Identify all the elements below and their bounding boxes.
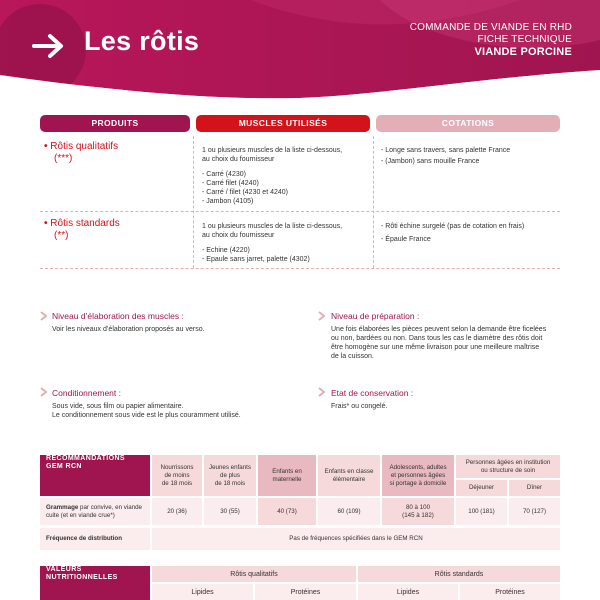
preparation-line: de la cuisson. — [331, 353, 374, 360]
header-line: Adolescents, adultes — [389, 463, 447, 471]
page-title: Les rôtis — [84, 26, 200, 56]
header-subtitle-block — [410, 22, 572, 58]
nutrition-subheader-proteines: Protéines — [255, 584, 356, 600]
column-header-cotations: COTATIONS — [376, 115, 560, 132]
chevron-right-icon — [40, 311, 48, 321]
rec-header-diner: Dîner — [509, 480, 560, 496]
grammage-value: 20 (36) — [152, 498, 202, 525]
recommendations-title — [40, 455, 150, 496]
rec-title-line: RECOMMANDATIONS — [46, 455, 125, 462]
cotation-item: - Épaule France — [381, 236, 431, 243]
grammage-ado-line: (145 à 182) — [402, 511, 434, 519]
cotation-item: - (Jambon) sans mouille France — [381, 158, 480, 165]
preparation-line: être homogène sur une même livraison pour une meilleure maîtrise — [331, 344, 540, 351]
nutrition-subheader-lipides: Lipides — [358, 584, 458, 600]
muscle-item: - Carré / filet (4230 et 4240) — [202, 189, 288, 196]
conservation-text: Frais* ou congelé. — [331, 403, 388, 410]
grammage-label-rest: par convive, en viande — [78, 503, 142, 511]
header-line: ou structure de soin — [480, 466, 536, 474]
product-stars: (**) — [54, 230, 69, 241]
column-divider — [193, 136, 194, 268]
column-header-produits: PRODUITS — [40, 115, 190, 132]
grammage-value-dejeuner: 100 (181) — [456, 498, 507, 525]
conditionnement-title: Conditionnement : — [52, 388, 121, 398]
chevron-right-icon — [318, 311, 326, 321]
rec-header-elementaire — [318, 455, 380, 496]
nutrition-group-qualitatifs: Rôtis qualitatifs — [152, 566, 356, 582]
muscles-list-qualitatifs — [202, 146, 342, 206]
nutrition-title-line: VALEURS — [46, 566, 82, 573]
rec-header-personnes-agees — [456, 455, 560, 478]
elaboration-text: Voir les niveaux d’élaboration proposés au verso. — [52, 326, 205, 333]
product-name-standards: • Rôtis standards (**) — [44, 218, 120, 241]
row-divider — [40, 268, 560, 269]
nutrition-title-line: NUTRITIONNELLES — [46, 574, 118, 581]
header-line-2: FICHE TECHNIQUE — [477, 34, 572, 45]
header-line: Jeunes enfants — [209, 463, 251, 471]
header-line: et personnes âgées — [390, 471, 446, 479]
product-label: Rôtis standards — [50, 218, 120, 229]
chevron-right-icon — [318, 387, 326, 397]
grammage-ado-line: 80 à 100 — [405, 503, 431, 511]
grammage-value: 40 (73) — [258, 498, 316, 525]
column-divider — [373, 136, 374, 268]
cotation-item: - Rôti échine surgelé (pas de cotation en frais) — [381, 223, 525, 230]
preparation-line: Une fois élaborées les pièces peuvent selon la demande être ficelées — [331, 326, 547, 333]
muscle-item: - Epaule sans jarret, palette (4302) — [202, 256, 310, 263]
header-line: de 18 mois — [161, 479, 193, 487]
frequence-label: Fréquence de distribution — [40, 528, 150, 550]
grammage-value-ado — [382, 498, 454, 525]
rec-header-nourrissons — [152, 455, 202, 496]
nutrition-subheader-proteines: Protéines — [460, 584, 560, 600]
column-header-muscles: MUSCLES UTILISÉS — [196, 115, 370, 132]
header-line: élémentaire — [332, 475, 366, 483]
header-line: Nourrissons — [160, 463, 194, 471]
preparation-title: Niveau de préparation : — [331, 311, 420, 321]
row-divider — [40, 211, 560, 212]
header-line: de plus — [220, 471, 240, 479]
cotations-list-qualitatifs — [381, 146, 510, 166]
nutrition-title — [40, 566, 150, 600]
muscles-intro: au choix du fournisseur — [202, 232, 275, 239]
cotation-item: - Longe sans travers, sans palette France — [381, 147, 511, 154]
muscle-item: - Carré filet (4240) — [202, 180, 259, 187]
muscles-list-standards — [202, 222, 342, 264]
rec-header-maternelle — [258, 455, 316, 496]
preparation-text — [331, 325, 546, 361]
header-line: Personnes âgées en institution — [465, 458, 551, 466]
header-banner — [0, 0, 600, 100]
grammage-label-line2: cuite (et en viande crue*) — [46, 511, 115, 519]
header-line-3: VIANDE PORCINE — [474, 46, 572, 58]
header-line-1: COMMANDE DE VIANDE EN RHD — [409, 22, 572, 33]
grammage-value-diner: 70 (127) — [509, 498, 560, 525]
rec-header-dejeuner: Déjeuner — [456, 480, 507, 496]
muscles-intro: 1 ou plusieurs muscles de la liste ci-dessous, — [202, 147, 343, 154]
muscles-intro: au choix du fournisseur — [202, 156, 275, 163]
rec-title-line: GEM RCN — [46, 463, 82, 470]
grammage-label-bold: Grammage — [46, 503, 79, 511]
grammage-label — [40, 498, 150, 525]
rec-header-adolescents — [382, 455, 454, 496]
grammage-value: 60 (109) — [318, 498, 380, 525]
conditionnement-line: Sous vide, sous film ou papier alimentaire. — [52, 403, 184, 410]
chevron-right-icon — [40, 387, 48, 397]
header-line: Enfants en classe — [324, 467, 374, 475]
muscles-intro: 1 ou plusieurs muscles de la liste ci-dessous, — [202, 223, 343, 230]
header-line: si portage à domicile — [389, 479, 447, 487]
muscle-item: - Jambon (4105) — [202, 198, 254, 205]
muscle-item: - Carré (4230) — [202, 171, 246, 178]
product-name-qualitatifs: • Rôtis qualitatifs (***) — [44, 141, 119, 164]
arrow-right-icon — [26, 26, 72, 66]
cotations-list-standards — [381, 222, 524, 244]
product-stars: (***) — [54, 153, 73, 164]
grammage-value: 30 (55) — [204, 498, 256, 525]
frequence-text: Pas de fréquences spécifiées dans le GEM RCN — [152, 528, 560, 550]
rec-header-jeunes-enfants — [204, 455, 256, 496]
nutrition-subheader-lipides: Lipides — [152, 584, 253, 600]
product-label: Rôtis qualitatifs — [50, 141, 119, 152]
conditionnement-line: Le conditionnement sous vide est le plus couramment utilisé. — [52, 412, 241, 419]
muscle-item: - Echine (4220) — [202, 247, 250, 254]
preparation-line: ou non, bardées ou non. Dans tous les cas le diamètre des rôtis doit — [331, 335, 543, 342]
elaboration-title: Niveau d’élaboration des muscles : — [52, 311, 184, 321]
header-line: de 18 mois — [214, 479, 246, 487]
header-line: de moins — [164, 471, 190, 479]
nutrition-group-standards: Rôtis standards — [358, 566, 560, 582]
header-line: maternelle — [272, 475, 302, 483]
conditionnement-text — [52, 402, 241, 420]
conservation-title: Etat de conservation : — [331, 388, 414, 398]
header-line: Enfants en — [272, 467, 302, 475]
